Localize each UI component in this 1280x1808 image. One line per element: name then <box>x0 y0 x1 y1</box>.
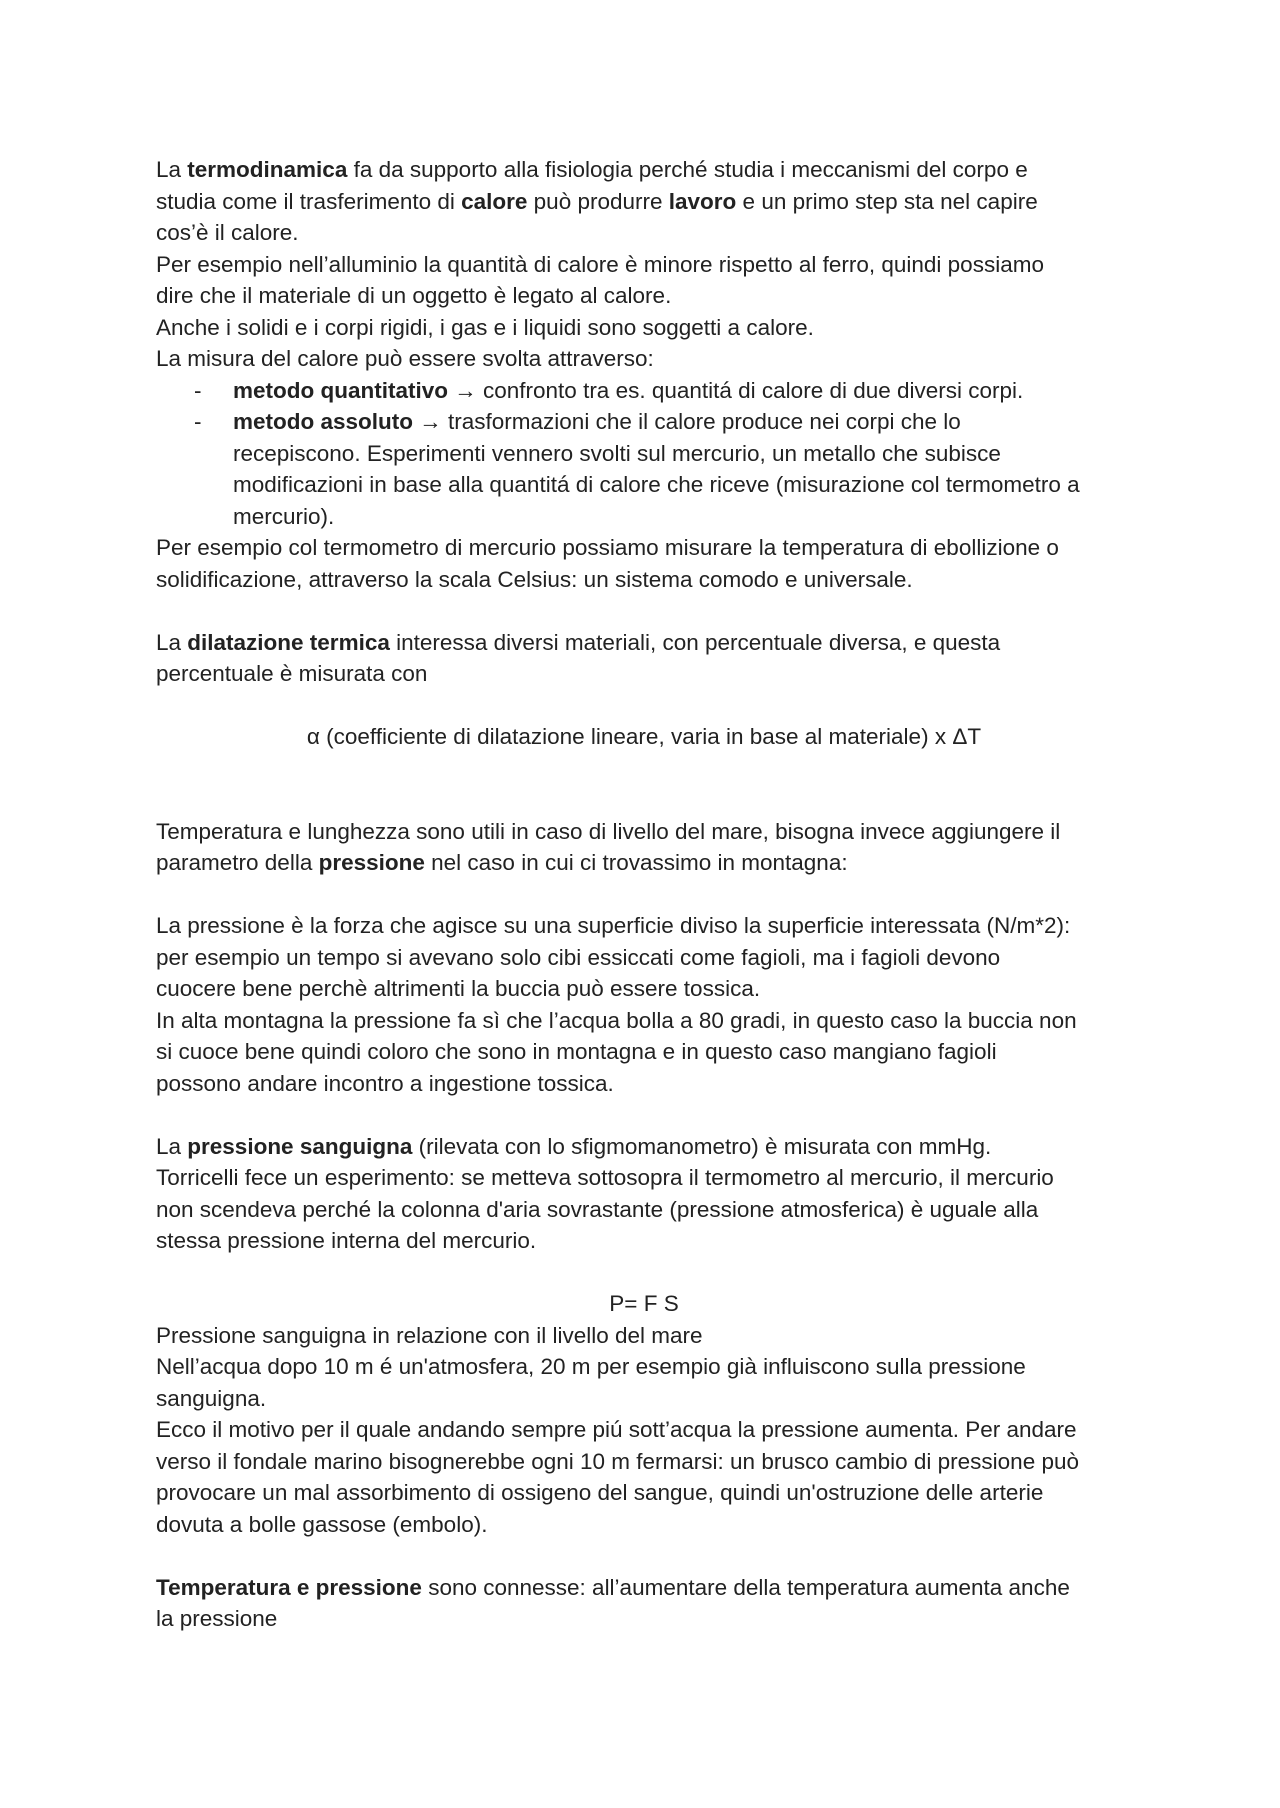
text-run: studia come il trasferimento di <box>156 188 462 214</box>
text-line: Per esempio nell’alluminio la quantità di calore è minore rispetto al ferro, quindi possiamo <box>156 251 1044 277</box>
text-line: Anche i solidi e i corpi rigidi, i gas e i liquidi sono soggetti a calore. <box>156 314 814 340</box>
spacer <box>156 1099 1132 1131</box>
bold-term-pressione-sanguigna: pressione sanguigna <box>187 1133 413 1159</box>
text-line <box>156 847 1132 879</box>
text-run: sono connesse: all’aumentare della temperatura aumenta anche <box>421 1574 1070 1600</box>
bold-term-metodo-quantitativo: metodo quantitativo <box>233 377 448 403</box>
paragraph-termodinamica <box>156 154 1132 375</box>
text-line: In alta montagna la pressione fa sì che l’acqua bolla a 80 gradi, in questo caso la buccia non <box>156 1007 1077 1033</box>
text-line: dovuta a bolle gassose (embolo). <box>156 1511 488 1537</box>
text-run: La <box>156 157 188 182</box>
spacer <box>156 1540 1132 1572</box>
spacer <box>156 753 1132 785</box>
paragraph-celsius <box>156 532 1132 595</box>
text-run: (rilevata con lo sfigmomanometro) è misurata con mmHg. <box>412 1133 992 1159</box>
text-line: per esempio un tempo si avevano solo cibi essiccati come fagioli, ma i fagioli devono <box>156 944 1001 970</box>
text-line: possono andare incontro a ingestione tossica. <box>156 1070 614 1096</box>
text-line: percentuale è misurata con <box>156 661 428 686</box>
text-line: recepiscono. Esperimenti vennero svolti sul mercurio, un metallo che subisce <box>233 440 1001 466</box>
text-run: nel caso in cui ci trovassimo in montagna: <box>424 850 848 875</box>
text-line <box>156 627 1132 659</box>
text-line: solidificazione, attraverso la scala Celsius: un sistema comodo e universale. <box>156 566 913 592</box>
text-line <box>233 375 1132 407</box>
bold-term-temperatura-e-pressione: Temperatura e pressione <box>156 1574 422 1600</box>
bold-term-calore: calore <box>461 188 528 214</box>
paragraph-temperatura-lunghezza <box>156 816 1132 879</box>
text-line <box>156 1572 1132 1604</box>
text-run: può produrre <box>527 188 669 214</box>
paragraph-pressione <box>156 910 1132 1099</box>
text-line: verso il fondale marino bisognerebbe ogni 10 m fermarsi: un brusco cambio di pressione può <box>156 1448 1080 1474</box>
text-line: mercurio). <box>233 503 335 529</box>
text-line: La misura del calore può essere svolta attraverso: <box>156 346 654 371</box>
text-line: La pressione è la forza che agisce su una superficie diviso la superficie interessata (N/m*2): <box>156 913 1071 938</box>
bold-term-lavoro: lavoro <box>668 188 737 214</box>
text-line: Pressione sanguigna in relazione con il livello del mare <box>156 1322 703 1348</box>
list-item-metodo-quantitativo <box>156 375 1132 407</box>
text-line: cuocere bene perchè altrimenti la buccia può essere tossica. <box>156 976 761 1001</box>
paragraph-livello-mare <box>156 1320 1132 1541</box>
text-line: non scendeva perché la colonna d'aria sovrastante (pressione atmosferica) è uguale alla <box>156 1196 1039 1222</box>
paragraph-temperatura-pressione <box>156 1572 1132 1635</box>
text-line: dire che il materiale di un oggetto è legato al calore. <box>156 283 672 308</box>
dash-bullet: - <box>194 377 202 403</box>
text-run: La <box>156 1133 188 1159</box>
text-run: La <box>156 629 188 655</box>
bold-term-metodo-assoluto: metodo assoluto <box>233 409 414 434</box>
text-line: Per esempio col termometro di mercurio possiamo misurare la temperatura di ebollizione o <box>156 535 1059 560</box>
paragraph-pressione-sanguigna <box>156 1131 1132 1257</box>
text-run: → trasformazioni che il calore produce nei corpi che lo <box>413 409 961 434</box>
text-line: la pressione <box>156 1606 278 1631</box>
text-run: → confronto tra es. quantitá di calore di due diversi corpi. <box>448 377 1024 403</box>
bold-term-termodinamica: termodinamica <box>187 157 348 182</box>
spacer <box>156 690 1132 722</box>
text-line: si cuoce bene quindi coloro che sono in montagna e in questo caso mangiano fagioli <box>156 1039 997 1064</box>
text-line <box>156 154 1132 186</box>
bold-term-pressione: pressione <box>318 850 425 875</box>
text-run: e un primo step sta nel capire <box>736 188 1038 214</box>
text-run: interessa diversi materiali, con percentuale diversa, e questa <box>389 629 1001 655</box>
text-line: Torricelli fece un esperimento: se metteva sottosopra il termometro al mercurio, il mercurio <box>156 1165 1054 1190</box>
list-item-metodo-assoluto <box>156 406 1132 532</box>
method-list <box>156 375 1132 533</box>
spacer <box>156 879 1132 911</box>
bold-term-dilatazione-termica: dilatazione termica <box>187 629 390 655</box>
text-run: fa da supporto alla fisiologia perché studia i meccanismi del corpo e <box>347 157 1028 182</box>
text-line: Nell’acqua dopo 10 m é un'atmosfera, 20 m per esempio già influiscono sulla pressione <box>156 1354 1026 1379</box>
formula-dilatazione: α (coefficiente di dilatazione lineare, varia in base al materiale) x ΔT <box>306 724 982 749</box>
spacer <box>156 1257 1132 1289</box>
text-run: parametro della <box>156 850 319 875</box>
text-line: Ecco il motivo per il quale andando sempre piú sott’acqua la pressione aumenta. Per andare <box>156 1417 1077 1442</box>
text-line: Temperatura e lunghezza sono utili in caso di livello del mare, bisogna invece aggiungere il <box>156 818 1061 844</box>
text-line: sanguigna. <box>156 1385 267 1411</box>
text-line <box>233 406 1132 438</box>
paragraph-dilatazione <box>156 627 1132 690</box>
spacer <box>156 595 1132 627</box>
dash-bullet: - <box>194 409 202 434</box>
formula-pressione: P= F S <box>609 1291 679 1316</box>
text-line: provocare un mal assorbimento di ossigeno del sangue, quindi un'ostruzione delle arterie <box>156 1480 1044 1505</box>
spacer <box>156 784 1132 816</box>
text-line: modificazioni in base alla quantitá di calore che riceve (misurazione col termometro a <box>233 472 1080 497</box>
text-line <box>156 1131 1132 1163</box>
text-line: stessa pressione interna del mercurio. <box>156 1228 537 1253</box>
text-line: cos’è il calore. <box>156 220 299 245</box>
text-line <box>156 186 1132 218</box>
